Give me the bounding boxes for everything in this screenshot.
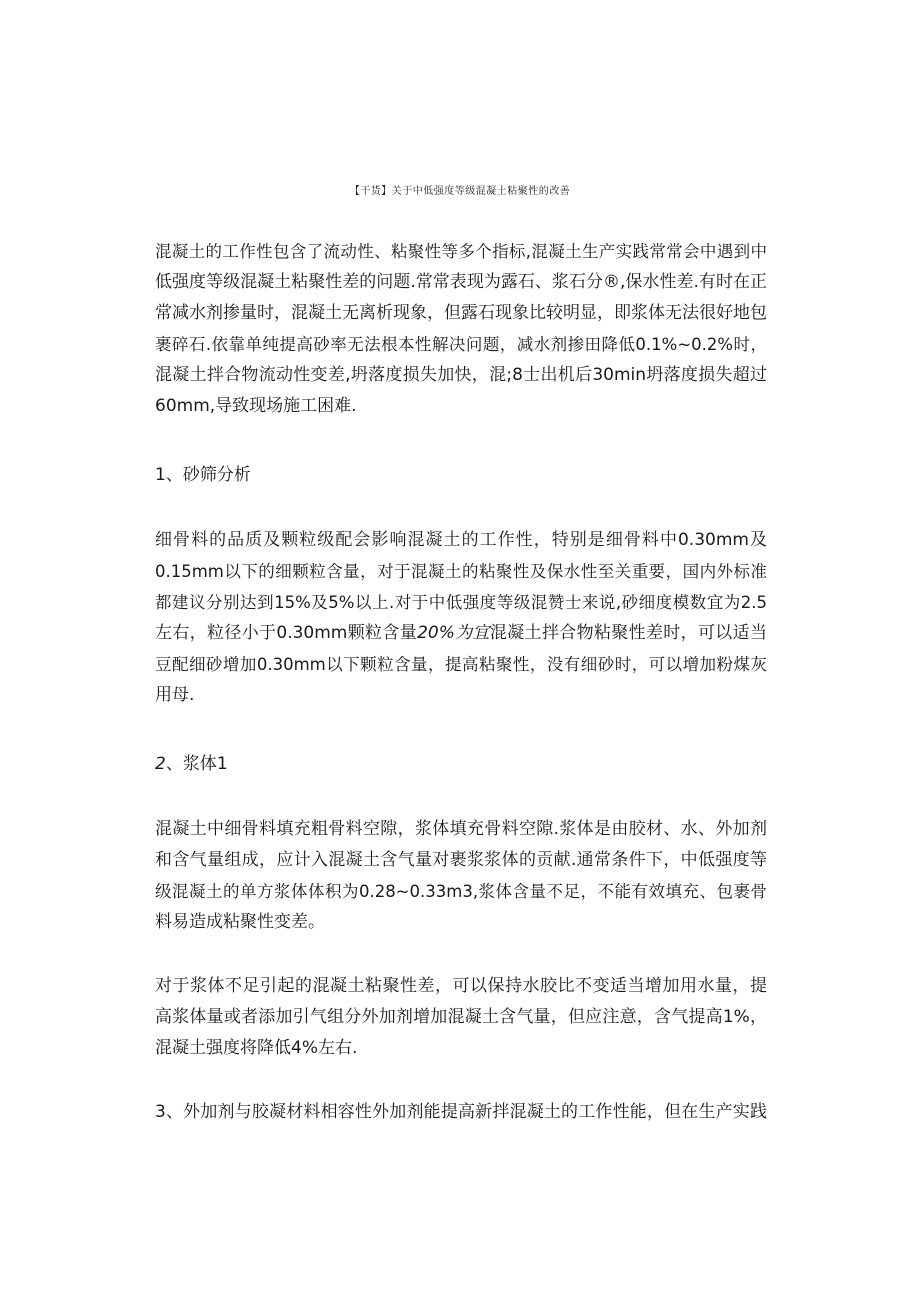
intro-paragraph	[155, 236, 767, 422]
section-1-heading: 1、砂筛分析	[155, 465, 251, 485]
text-fragment: 混凝土拌合物粘聚性差时，可以适当	[489, 623, 767, 643]
text-line: 级混凝土的单方浆体体积为0.28~0.33m3,浆体含量不足，不能有效填充、包裹骨	[155, 882, 767, 901]
text-line: 混凝土强度将降低4%左右.	[155, 1038, 358, 1058]
section-2-heading	[155, 749, 228, 780]
text-line: 0.15mm以下的细颗粒含量，对于混凝土的粘聚性及保水性至关重要，国内外标准	[155, 562, 767, 581]
text-line: 都建议分别达到15%及5%以上.对于中低强度等级混赞士来说,砂细度模数宜为2.5	[155, 593, 767, 612]
text-line: 混凝土拌合物流动性变差,坍落度损失加快，混;8士出机后30min坍落度损失超过	[155, 365, 767, 385]
text-line: 对于浆体不足引起的混凝土粘聚性差，可以保持水胶比不变适当增加用水量，提	[155, 976, 767, 996]
text-line: 混凝土的工作性包含了流动性、粘聚性等多个指标,混凝土生产实践常常会中遇到中	[155, 242, 767, 261]
text-line: 料易造成粘聚性变差。	[155, 912, 325, 932]
italic-fragment: 20%为宜	[417, 623, 490, 643]
text-line: 和含气量组成，应计入混凝土含气量对裹浆浆体的贡献.通常条件下，中低强度等	[155, 850, 767, 870]
text-line	[155, 618, 767, 649]
document-title: 【干货】关于中低强度等级混凝土粘聚性的改善	[349, 186, 571, 197]
text-line: 低强度等级混凝土粘聚性差的问题.常常表现为露石、浆石分®,保水性差.有时在正	[155, 272, 767, 292]
section-2-paragraph-1	[155, 814, 767, 938]
text-line: 常减水剂掺量时，混凝土无离析现象，但露石现象比较明显，即浆体无法很好地包	[155, 303, 767, 323]
heading-text: 、浆体1	[165, 754, 228, 774]
text-line: 细骨料的品质及颗粒级配会影响混凝土的工作性，特别是细骨料中0.30mm及	[155, 530, 767, 550]
text-line: 混凝土中细骨料填充粗骨料空隙，浆体填充骨料空隙.浆体是由胶材、水、外加剂	[155, 819, 767, 839]
text-line: 高浆体量或者添加引气组分外加剂增加混凝土含气量，但应注意，含气提高1%，	[155, 1007, 767, 1027]
text-fragment: 左右，粒径小于0.30mm颗粒含量	[155, 623, 418, 643]
heading-number: 2	[155, 754, 166, 774]
text-line: 裹碎石.依靠单纯提高砂率无法根本性解决问题，减水剂掺田降低0.1%~0.2%时，	[155, 335, 767, 354]
text-line: 60mm,导致现场施工困难.	[155, 396, 357, 416]
section-2-paragraph-2	[155, 971, 767, 1064]
text-line: 豆配细砂增加0.30mm以下颗粒含量，提高粘聚性，没有细砂时，可以增加粉煤灰	[155, 655, 767, 674]
text-line: 用母.	[155, 685, 195, 705]
section-1-paragraph	[155, 525, 767, 711]
section-3-paragraph	[155, 1097, 767, 1128]
text-line: 3、外加剂与胶凝材料相容性外加剂能提高新拌混凝土的工作性能，但在生产实践	[155, 1102, 767, 1122]
